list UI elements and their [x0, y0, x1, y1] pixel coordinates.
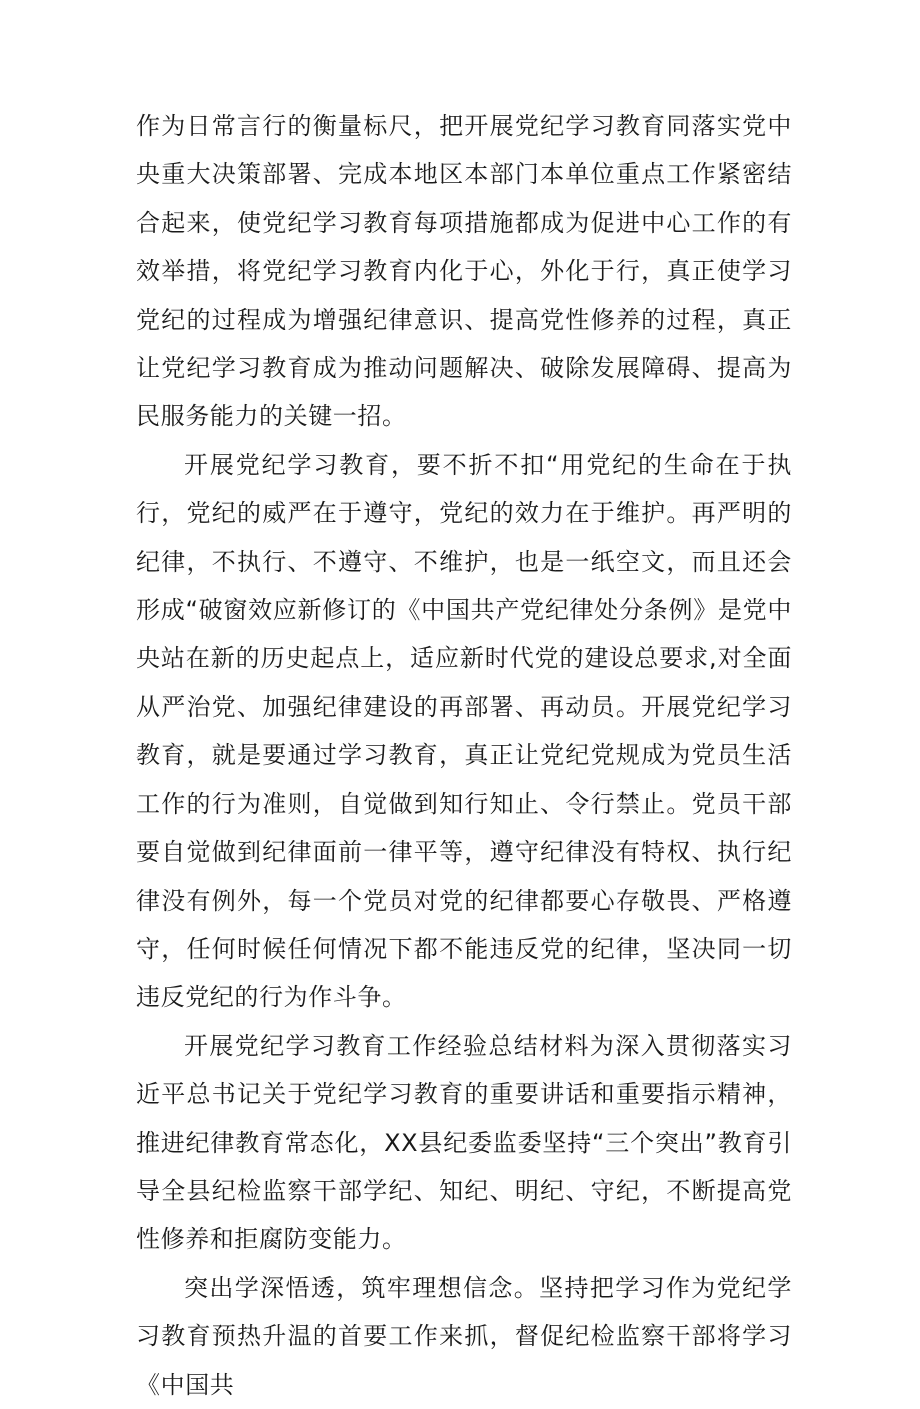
paragraph-1: 作为日常言行的衡量标尺，把开展党纪学习教育同落实党中央重大决策部署、完成本地区本部门本单位重点工作紧密结合起来，使党纪学习教育每项措施都成为促进中心工作的有效举措，将党纪学习教育内化于心，外化于行，真正使学习党纪的过程成为增强纪律意识、提高党性修养的过程，真正让党纪学习教育成为推动问题解决、破除发展障碍、提高为民服务能力的关键一招。	[136, 112, 792, 431]
document-body	[136, 102, 792, 1409]
paragraph-2: 开展党纪学习教育，要不折不扣“用党纪的生命在于执行，党纪的威严在于遵守，党纪的效力在于维护。再严明的纪律，不执行、不遵守、不维护，也是一纸空文，而且还会形成“破窗效应新修订的《中国共产党纪律处分条例》是党中央站在新的历史起点上，适应新时代党的建设总要求,对全面从严治党、加强纪律建设的再部署、再动员。开展党纪学习教育，就是要通过学习教育，真正让党纪党规成为党员生活工作的行为准则，自觉做到知行知止、令行禁止。党员干部要自觉做到纪律面前一律平等，遵守纪律没有特权、执行纪律没有例外，每一个党员对党的纪律都要心存敬畏、严格遵守，任何时候任何情况下都不能违反党的纪律，坚决同一切违反党纪的行为作斗争。	[136, 450, 792, 1012]
paragraph-4: 突出学深悟透，筑牢理想信念。坚持把学习作为党纪学习教育预热升温的首要工作来抓，督促纪检监察干部将学习《中国共	[136, 1273, 792, 1399]
paragraph-3: 开展党纪学习教育工作经验总结材料为深入贯彻落实习近平总书记关于党纪学习教育的重要讲话和重要指示精神，推进纪律教育常态化，XX县纪委监委坚持“三个突出”教育引导全县纪检监察干部学纪、知纪、明纪、守纪，不断提高党性修养和拒腐防变能力。	[136, 1031, 792, 1254]
